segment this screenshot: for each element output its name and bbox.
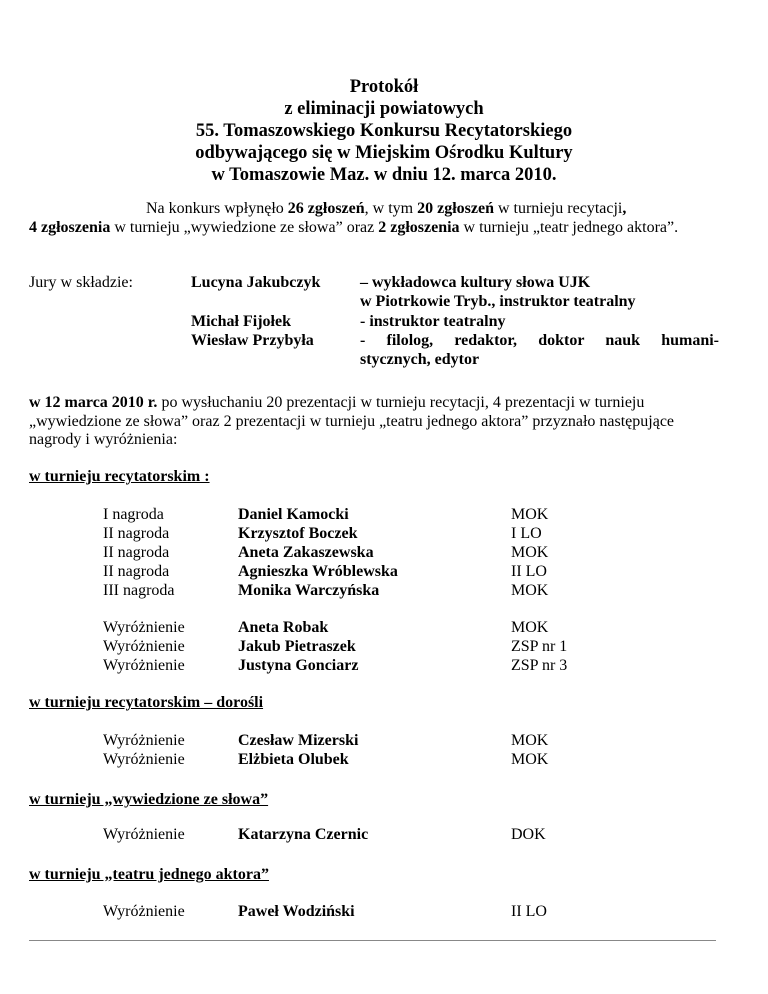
- intro-paragraph: [29, 200, 719, 237]
- jury-desc-line: - filolog, redaktor, doktor nauk humani-: [360, 332, 719, 349]
- award-row: [0, 524, 768, 543]
- intro-bold: ,: [622, 200, 627, 217]
- intro-text: w turnieju recytacji: [493, 200, 623, 217]
- award-person: Czesław Mizerski: [238, 732, 359, 749]
- title-line: odbywającego się w Miejskim Ośrodku Kultury: [195, 143, 573, 163]
- award-institution: MOK: [511, 506, 549, 523]
- jury-member-desc: [360, 274, 719, 311]
- award-person: Monika Warczyńska: [238, 582, 380, 599]
- document-title: [0, 76, 768, 186]
- award-category: Wyróżnienie: [103, 619, 185, 636]
- award-institution: I LO: [511, 525, 542, 542]
- award-institution: MOK: [511, 582, 549, 599]
- award-row: [0, 825, 768, 844]
- award-category: Wyróżnienie: [103, 638, 185, 655]
- award-institution: II LO: [511, 563, 547, 580]
- jury-member-desc: [360, 313, 719, 332]
- award-category: II nagroda: [103, 525, 170, 542]
- award-category: Wyróżnienie: [103, 751, 185, 768]
- award-person: Aneta Robak: [238, 619, 329, 636]
- intro-text: , w tym: [364, 200, 418, 217]
- intro-text: w turnieju „wywiedzione ze słowa” oraz: [110, 218, 379, 236]
- award-category: III nagroda: [103, 582, 175, 599]
- jury-desc-line: w Piotrkowie Tryb., instruktor teatralny: [360, 292, 636, 310]
- award-person: Jakub Pietraszek: [238, 638, 356, 655]
- award-category: II nagroda: [103, 563, 170, 580]
- award-category: Wyróżnienie: [103, 826, 185, 843]
- award-person: Agnieszka Wróblewska: [238, 563, 398, 580]
- award-category: Wyróżnienie: [103, 732, 185, 749]
- award-row: [0, 505, 768, 524]
- footer-divider: [29, 940, 716, 941]
- award-row: [0, 902, 768, 921]
- intro-bold: 20 zgłoszeń: [417, 200, 494, 217]
- award-institution: MOK: [511, 544, 549, 561]
- jury-desc-line: - instruktor teatralny: [360, 313, 506, 330]
- award-institution: DOK: [511, 826, 546, 843]
- title-line: 55. Tomaszowskiego Konkursu Recytatorskiego: [195, 121, 573, 141]
- jury-desc-line: stycznych, edytor: [360, 350, 480, 368]
- award-person: Aneta Zakaszewska: [238, 544, 374, 561]
- award-institution: MOK: [511, 732, 549, 749]
- award-person: Katarzyna Czernic: [238, 826, 369, 843]
- award-row: [0, 731, 768, 750]
- intro-text: Na konkurs wpłynęło: [146, 200, 288, 217]
- intro-bold: 26 zgłoszeń: [287, 200, 365, 217]
- award-person: Krzysztof Boczek: [238, 525, 358, 542]
- title-line: z eliminacji powiatowych: [284, 99, 484, 119]
- award-row: [0, 656, 768, 675]
- award-institution: MOK: [511, 619, 549, 636]
- jury-member-name: Wiesław Przybyła: [191, 332, 314, 349]
- jury-member-name: Michał Fijołek: [191, 313, 291, 330]
- award-category: Wyróżnienie: [103, 657, 185, 674]
- section-heading: w turnieju recytatorskim – dorośli: [29, 694, 264, 711]
- award-row: [0, 543, 768, 562]
- award-person: Daniel Kamocki: [238, 506, 349, 523]
- section-heading: w turnieju recytatorskim :: [29, 468, 210, 485]
- intro-bold: 4 zgłoszenia: [29, 218, 111, 236]
- jury-member-desc: [360, 332, 719, 369]
- jury-desc-line: – wykładowca kultury słowa UJK: [360, 274, 591, 291]
- award-row: [0, 562, 768, 581]
- award-institution: ZSP nr 1: [511, 638, 568, 655]
- intro-text: w turnieju „teatr jednego aktora”.: [459, 218, 679, 236]
- summary-paragraph: [29, 394, 719, 450]
- award-category: I nagroda: [103, 506, 164, 523]
- summary-text: po wysłuchaniu 20 prezentacji w turnieju recytacji, 4 prezentacji w turnieju „wywiedzione ze słowa” oraz 2 prezentacji w turnieju „teatru jednego aktora” przyznało następujące nagrody i wyróżnienia:: [29, 394, 675, 448]
- award-institution: MOK: [511, 751, 549, 768]
- award-institution: II LO: [511, 903, 547, 920]
- jury-member-name: Lucyna Jakubczyk: [191, 274, 321, 291]
- award-category: Wyróżnienie: [103, 903, 185, 920]
- award-row: [0, 637, 768, 656]
- title-line: w Tomaszowie Maz. w dniu 12. marca 2010.: [211, 165, 557, 185]
- award-institution: ZSP nr 3: [511, 657, 568, 674]
- award-person: Justyna Gonciarz: [238, 657, 359, 674]
- award-row: [0, 581, 768, 600]
- title-line: Protokół: [349, 77, 419, 97]
- section-heading: w turnieju „wywiedzione ze słowa”: [29, 791, 269, 808]
- jury-label: Jury w składzie:: [29, 274, 133, 291]
- award-row: [0, 618, 768, 637]
- summary-date: w 12 marca 2010 r.: [29, 394, 158, 411]
- award-category: II nagroda: [103, 544, 170, 561]
- award-person: Paweł Wodziński: [238, 903, 355, 920]
- award-row: [0, 750, 768, 769]
- award-person: Elżbieta Olubek: [238, 751, 349, 768]
- intro-bold: 2 zgłoszenia: [378, 218, 460, 236]
- section-heading: w turnieju „teatru jednego aktora”: [29, 866, 269, 883]
